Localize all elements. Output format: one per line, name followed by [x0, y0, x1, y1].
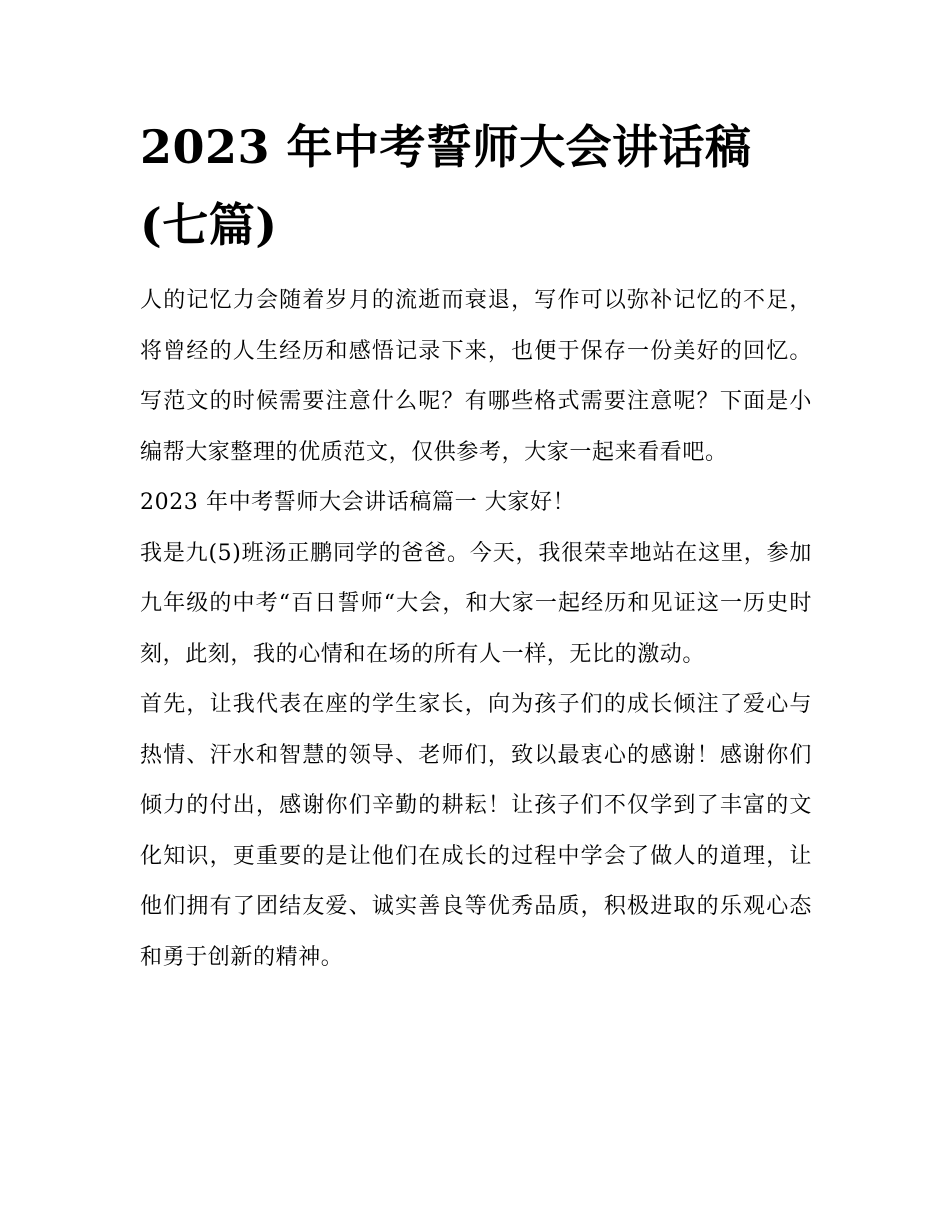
paragraph-heading-greeting: 2023 年中考誓师大会讲话稿篇一 大家好！ [140, 490, 576, 515]
document-title [140, 108, 812, 264]
paragraph-speaker-intro: 我是九(5)班汤正鹏同学的爸爸。今天，我很荣幸地站在这里，参加九年级的中考“百日誓师“大会，和大家一起经历和见证这一历史时刻，此刻，我的心情和在场的所有人一样，无比的激动。 [140, 540, 812, 667]
title-line-2: (七篇) [140, 198, 278, 252]
document-body [140, 276, 812, 983]
document-page [140, 108, 812, 983]
title-line-1: 2023 年中考誓师大会讲话稿 [140, 120, 752, 174]
paragraph-thanks: 首先，让我代表在座的学生家长，向为孩子们的成长倾注了爱心与热情、汗水和智慧的领导、老师们，致以最衷心的感谢！感谢你们倾力的付出，感谢你们辛勤的耕耘！让孩子们不仅学到了丰富的文化知识，更重要的是让他们在成长的过程中学会了做人的道理，让他们拥有了团结友爱、诚实善良等优秀品质，积极进取的乐观心态和勇于创新的精神。 [140, 692, 812, 970]
paragraph-intro: 人的记忆力会随着岁月的流逝而衰退，写作可以弥补记忆的不足，将曾经的人生经历和感悟记录下来，也便于保存一份美好的回忆。写范文的时候需要注意什么呢？有哪些格式需要注意呢？下面是小编帮大家整理的优质范文，仅供参考，大家一起来看看吧。 [140, 288, 812, 465]
